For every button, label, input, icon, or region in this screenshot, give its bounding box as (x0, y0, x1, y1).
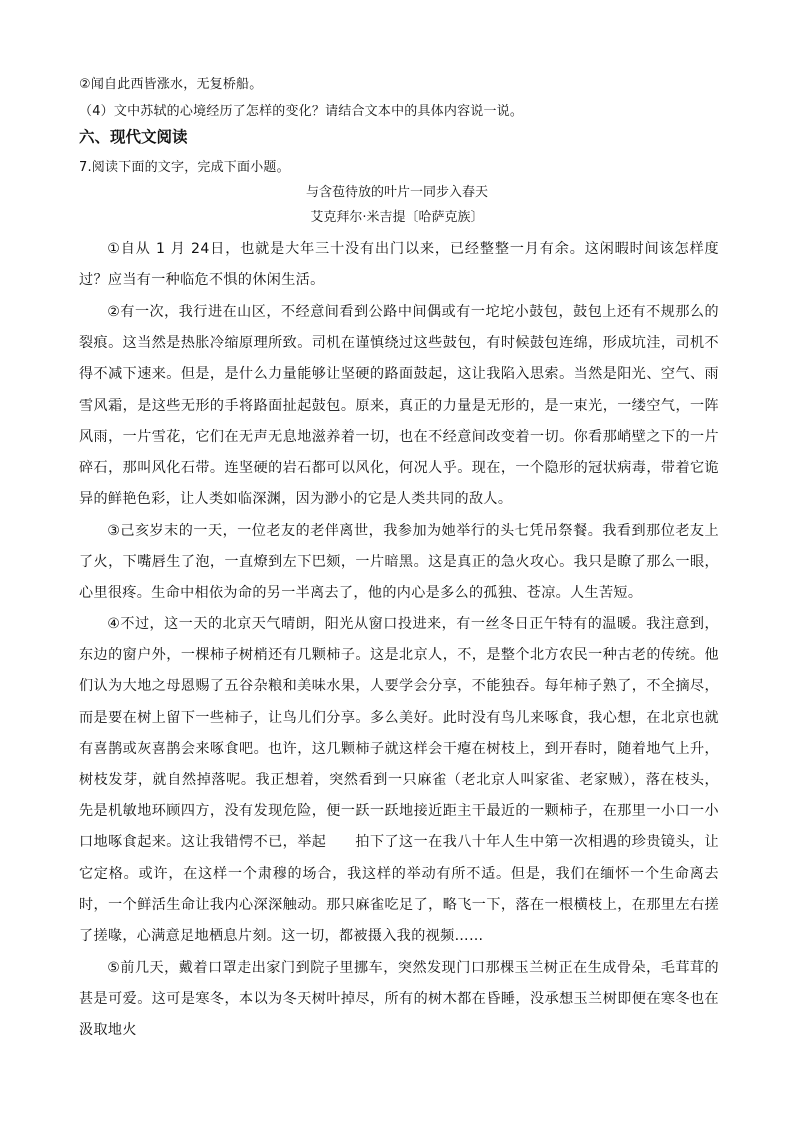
paragraph-1: ①自从 1 月 24日，也就是大年三十没有出门以来，已经整整一月有余。这闲暇时间该怎样度过？应当有一种临危不惧的休闲生活。 (79, 241, 719, 288)
section-title: 六、现代文阅读 (79, 128, 188, 146)
paragraph-5: ⑤前几天，戴着口罩走出家门到院子里挪车，突然发现门口那棵玉兰树正在生成骨朵，毛茸茸的甚是可爱。这可是寒冬，本以为冬天树叶掉尽，所有的树木都在昏睡，没承想玉兰树即便在寒冬也在汲取地火 (79, 960, 719, 1039)
article-author: 艾克拜尔·米吉提〔哈萨克族〕 (310, 210, 484, 225)
paragraph-4: ④不过，这一天的北京天气晴朗，阳光从窗口投进来，有一丝冬日正午特有的温暖。我注意到，东边的窗户外，一棵柿子树梢还有几颗柿子。这是北京人，不，是整个北方农民一种古老的传统。他们认为大地之母恩赐了五谷杂粮和美味水果，人要学会分享，不能独吞。每年柿子熟了，不全摘尽，而是要在树上留下一些柿子，让鸟儿们分享。多么美好。此时没有鸟儿来啄食，我心想，在北京也就有喜鹊或灰喜鹊会来啄食吧。也许，这几颗柿子就这样会干瘪在树枝上，到开春时，随着地气上升，树枝发芽，就自然掉落呢。我正想着，突然看到一只麻雀（老北京人叫家雀、老家贼），落在枝头，先是机敏地环顾四方，没有发现危险，便一跃一跃地接近距主干最近的一颗柿子，在那里一小口一小口地啄食起来。这让我错愕不已，举起 拍下了这一在我八十年人生中第一次相遇的珍贵镜头，让它定格。或许，在这样一个肃穆的场合，我这样的举动有所不适。但是，我们在缅怀一个生命离去时，一个鲜活生命让我内心深深触动。那只麻雀吃足了，略飞一下，落在一根横枝上，在那里左右搓了搓喙，心满意足地栖息片刻。这一切，都被摄入我的视频…… (79, 616, 719, 945)
quote-line-2: ②闻自此西皆涨水，无复桥船。 (79, 77, 263, 92)
paragraph-2: ②有一次，我行进在山区，不经意间看到公路中间偶或有一坨坨小鼓包，鼓包上还有不规那么的裂痕。这当然是热胀冷缩原理所致。司机在谨慎绕过这些鼓包，有时候鼓包连绵，形成坑洼，司机不得不减下速来。但是，是什么力量能够让坚硬的路面鼓起，这让我陷入思索。当然是阳光、空气、雨雪风霜，是这些无形的手将路面扯起鼓包。原来，真正的力量是无形的，是一束光，一缕空气，一阵风雨，一片雪花，它们在无声无息地滋养着一切，也在不经意间改变着一切。你看那峭壁之下的一片碎石，那叫风化石带。连坚硬的岩石都可以风化，何况人乎。现在，一个隐形的冠状病毒，带着它诡异的鲜艳色彩，让人类如临深渊，因为渺小的它是人类共同的敌人。 (79, 304, 719, 508)
article-title: 与含苞待放的叶片一同步入春天 (305, 185, 488, 200)
question-7-intro: 7.阅读下面的文字，完成下面小题。 (79, 160, 290, 175)
question-4: （4）文中苏轼的心境经历了怎样的变化？请结合文本中的具体内容说一说。 (79, 104, 524, 119)
paragraph-3: ③己亥岁末的一天，一位老友的老伴离世，我参加为她举行的头七凭吊祭餐。我看到那位老友上了火，下嘴唇生了泡，一直燎到左下巴颏，一片暗黑。这是真正的急火攻心。我只是瞭了那么一眼，心里很疼。生命中相依为命的另一半离去了，他的内心是多么的孤独、苍凉。人生苦短。 (79, 523, 719, 602)
